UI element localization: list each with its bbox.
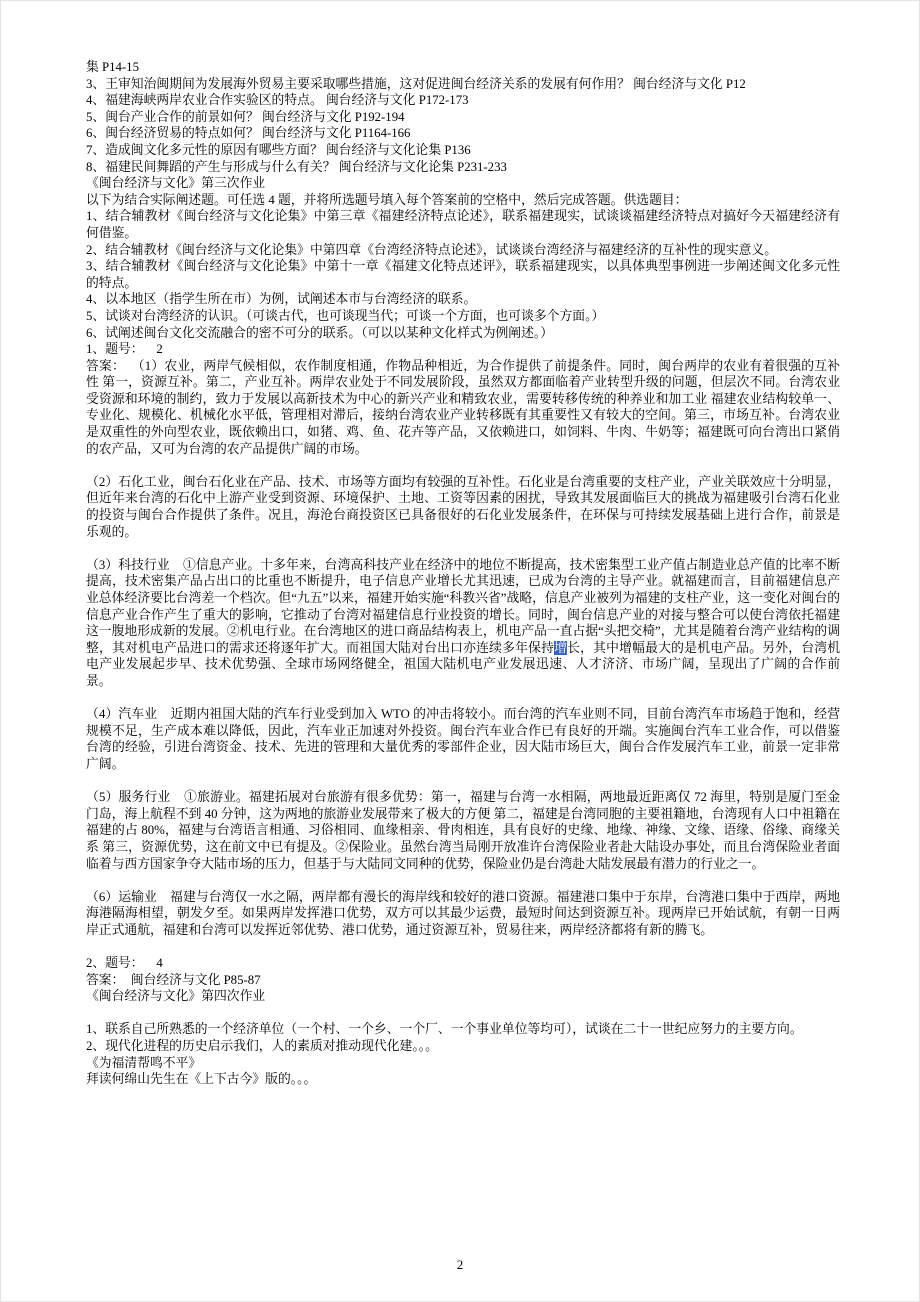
text-run: 《为福清帮鸣不平》 (86, 1055, 202, 1070)
blank-line (86, 872, 840, 889)
blank-line (86, 938, 840, 955)
text-run: 5、试谈对台湾经济的认识。（可谈古代，也可谈现当代；可谈一个方面，也可谈多个方面。） (86, 308, 605, 323)
paragraph (86, 109, 840, 126)
document-content (86, 59, 840, 1088)
text-run: 长，其中增幅最大的是机电产品。另外，台湾机电产业发展起步早、技术优势强、全球市场网络健全，祖国大陆机电产业发展迅速、人才济济、市场广阔，呈现出了广阔的合作前景。 (86, 640, 841, 688)
text-run: 《闽台经济与文化》第三次作业 (86, 176, 266, 191)
text-run: 集 P14-15 (86, 60, 139, 74)
paragraph (86, 789, 840, 872)
paragraph (86, 1071, 840, 1088)
paragraph (86, 308, 840, 325)
text-run: 答案： 闽台经济与文化 P85-87 (86, 972, 261, 987)
paragraph (86, 889, 840, 939)
paragraph (86, 1021, 840, 1038)
text-run: 3、王审知治闽期间为发展海外贸易主要采取哪些措施，这对促进闽台经济关系的发展有何作用？ 闽台经济与文化 P12 (86, 76, 746, 91)
paragraph (86, 474, 840, 540)
text-run: 《闽台经济与文化》第四次作业 (86, 989, 266, 1004)
text-run: 4、福建海峡两岸农业合作实验区的特点。 闽台经济与文化 P172-173 (86, 93, 469, 108)
paragraph (86, 208, 840, 241)
page-number: 2 (456, 1257, 464, 1272)
paragraph (86, 988, 840, 1005)
text-run: 5、闽台产业合作的前景如何？ 闽台经济与文化 P192-194 (86, 109, 405, 124)
text-run: 2、现代化进程的历史启示我们，人的素质对推动现代化建。。。 (86, 1039, 438, 1054)
text-run: 答案： （1）农业，两岸气候相似，农作制度相通，作物品种相近，为合作提供了前提条件。同时，闽台两岸的农业有着很强的互补性 第一，资源互补。第二，产业互补。两岸农业处于不同发展阶段，虽然双方都面临着产业转型升级的问题，但层次不同。台湾农业受资源和环境的制约，致力于发展以高新技术为中心的新兴产业和精致农业，需要转移传统的种养业和加工业 福建农业结构较单一、专业化、规模化、机械化水平低，管理相对滞后，接纳台湾农业产业转移既有其重要性又有较大的空间。第三，市场互补。台湾农业是双重性的外向型农业，既依赖出口，如猪、鸡、鱼、花卉等产品，又依赖进口，如饲料、牛肉、牛奶等；福建既可向台湾出口紧俏的农产品，又可为台湾的农产品提供广阔的市场。 (86, 358, 840, 456)
paragraph (86, 1055, 840, 1072)
paragraph (86, 175, 840, 192)
paragraph (86, 125, 840, 142)
paragraph (86, 358, 840, 458)
paragraph (86, 291, 840, 308)
blank-line (86, 690, 840, 707)
text-run: 6、闽台经济贸易的特点如何？ 闽台经济与文化 P1164-166 (86, 126, 411, 141)
highlighted-text: 增 (554, 640, 568, 655)
paragraph (86, 159, 840, 176)
paragraph (86, 325, 840, 342)
text-run: 拜读何绵山先生在《上下古今》版的。。。 (86, 1072, 317, 1087)
paragraph (86, 76, 840, 93)
text-run: 8、福建民间舞蹈的产生与形成与什么有关？ 闽台经济与文化论集 P231-233 (86, 159, 507, 174)
paragraph (86, 341, 840, 358)
text-run: （4）汽车业 近期内祖国大陆的汽车行业受到加入 WTO 的冲击将较小。而台湾的汽车业则不同，目前台湾汽车市场趋于饱和，经营规模不足，生产成本难以降低，因此，汽车业正加速对外投资。闽台汽车业合作已有良好的开端。实施闽台汽车工业合作，可以借鉴台湾的经验，引进台湾资金、技术、先进的管理和大量优秀的零部件企业，因大陆市场巨大，闽台合作发展汽车工业，前景一定非常广阔。 (86, 707, 840, 771)
blank-line (86, 457, 840, 474)
text-run: 以下为结合实际阐述题。可任选 4 题，并将所选题号填入每个答案前的空格中，然后完成答题。供选题目： (86, 192, 688, 207)
paragraph (86, 706, 840, 772)
paragraph (86, 972, 840, 989)
paragraph (86, 557, 840, 690)
paragraph (86, 192, 840, 209)
text-run: 2、结合辅教材《闽台经济与文化论集》中第四章《台湾经济特点论述》，试谈谈台湾经济与福建经济的互补性的现实意义。 (86, 242, 778, 257)
paragraph (86, 59, 840, 76)
paragraph (86, 258, 840, 291)
blank-line (86, 540, 840, 557)
paragraph (86, 1038, 840, 1055)
paragraph (86, 142, 840, 159)
blank-line (86, 1005, 840, 1022)
paragraph (86, 955, 840, 972)
text-run: （5）服务行业 ①旅游业。福建拓展对台旅游有很多优势：第一，福建与台湾一水相隔，两地最近距离仅 72 海里，特别是厦门至金门岛，海上航程不到 40 分钟，这为两地的旅游业发展带来了极大的方便 第二，福建是台湾同胞的主要祖籍地，台湾现有人口中祖籍在福建的占 80%，福建与台湾语言相通、习俗相同、血缘相亲、骨肉相连，具有良好的史缘、地缘、神缘、文缘、语缘、俗缘、商缘关系 第三，资源优势，这在前文中已有提及。②保险业。虽然台湾当局刚开放准许台湾保险业者赴大陆设办事处，而且台湾保险业者面临着与西方国家争夺大陆市场的压力，但基于与大陆同文同种的优势，保险业仍是台湾赴大陆发展最有潜力的行业之一。 (86, 790, 841, 871)
text-run: 1、题号： 2 (86, 342, 163, 357)
text-run: （2）石化工业，闽台石化业在产品、技术、市场等方面均有较强的互补性。石化业是台湾重要的支柱产业，产业关联效应十分明显，但近年来台湾的石化中上游产业受到资源、环境保护、土地、工资等因素的困扰，导致其发展面临巨大的挑战为福建吸引台湾石化业的投资与闽台合作提供了条件。况且，海沧台商投资区已具备很好的石化业发展条件，在环保与可持续发展基础上进行合作，前景是乐观的。 (86, 474, 840, 539)
text-run: 1、结合辅教材《闽台经济与文化论集》中第三章《福建经济特点论述》，联系福建现实，试谈谈福建经济特点对搞好今天福建经济有何借鉴。 (86, 209, 840, 240)
text-run: （3）科技行业 ①信息产业。十多年来，台湾高科技产业在经济中的地位不断提高，技术密集型工业产值占制造业总产值的比率不断提高，技术密集产品占出口的比重也不断提升，电子信息产业增长尤其迅速，已成为台湾的主导产业。就福建而言，目前福建信息产业总体经济要比台湾差一个档次。但“九五”以来，福建开始实施“科教兴省”战略，信息产业被列为福建的支柱产业，这一变化对闽台的信息产业合作产生了重大的影响，它推动了台湾对福建信息行业投资的增长。同时，闽台信息产业的对接与整合可以使台湾依托福建这一腹地形成新的发展。②机电行业。在台湾地区的进口商品结构表上，机电产品一直占据“头把交椅”，尤其是随着台湾产业结构的调整，其对机电产品进口的需求还将逐年扩大。而祖国大陆对台出口亦连续多年保持 (86, 557, 840, 655)
text-run: 1、联系自己所熟悉的一个经济单位（一个村、一个乡、一个厂、一个事业单位等均可），试谈在二十一世纪应努力的主要方向。 (86, 1022, 803, 1037)
paragraph (86, 242, 840, 259)
text-run: 6、试阐述闽台文化交流融合的密不可分的联系。（可以以某种文化样式为例阐述。） (86, 325, 554, 340)
text-run: 3、结合辅教材《闽台经济与文化论集》中第十一章《福建文化特点述评》，联系福建现实，以具体典型事例进一步阐述闽文化多元性的特点。 (86, 259, 840, 290)
text-run: 7、造成闽文化多元性的原因有哪些方面？ 闽台经济与文化论集 P136 (86, 142, 471, 157)
text-run: 4、以本地区（指学生所在市）为例，试阐述本市与台湾经济的联系。 (86, 292, 477, 307)
blank-line (86, 773, 840, 790)
text-run: 2、题号： 4 (86, 956, 163, 971)
paragraph (86, 92, 840, 109)
text-run: （6）运输业 福建与台湾仅一水之隔，两岸都有漫长的海岸线和较好的港口资源。福建港口集中于东岸，台湾港口集中于西岸，两地海港隔海相望，朝发夕至。如果两岸发挥港口优势，双方可以其最少运费，最短时间达到资源互补。现两岸已开始试航，有朝一日两岸正式通航，福建和台湾可以发挥近邻优势、港口优势，通过资源互补，贸易往来，两岸经济都将有新的腾飞。 (86, 889, 840, 937)
